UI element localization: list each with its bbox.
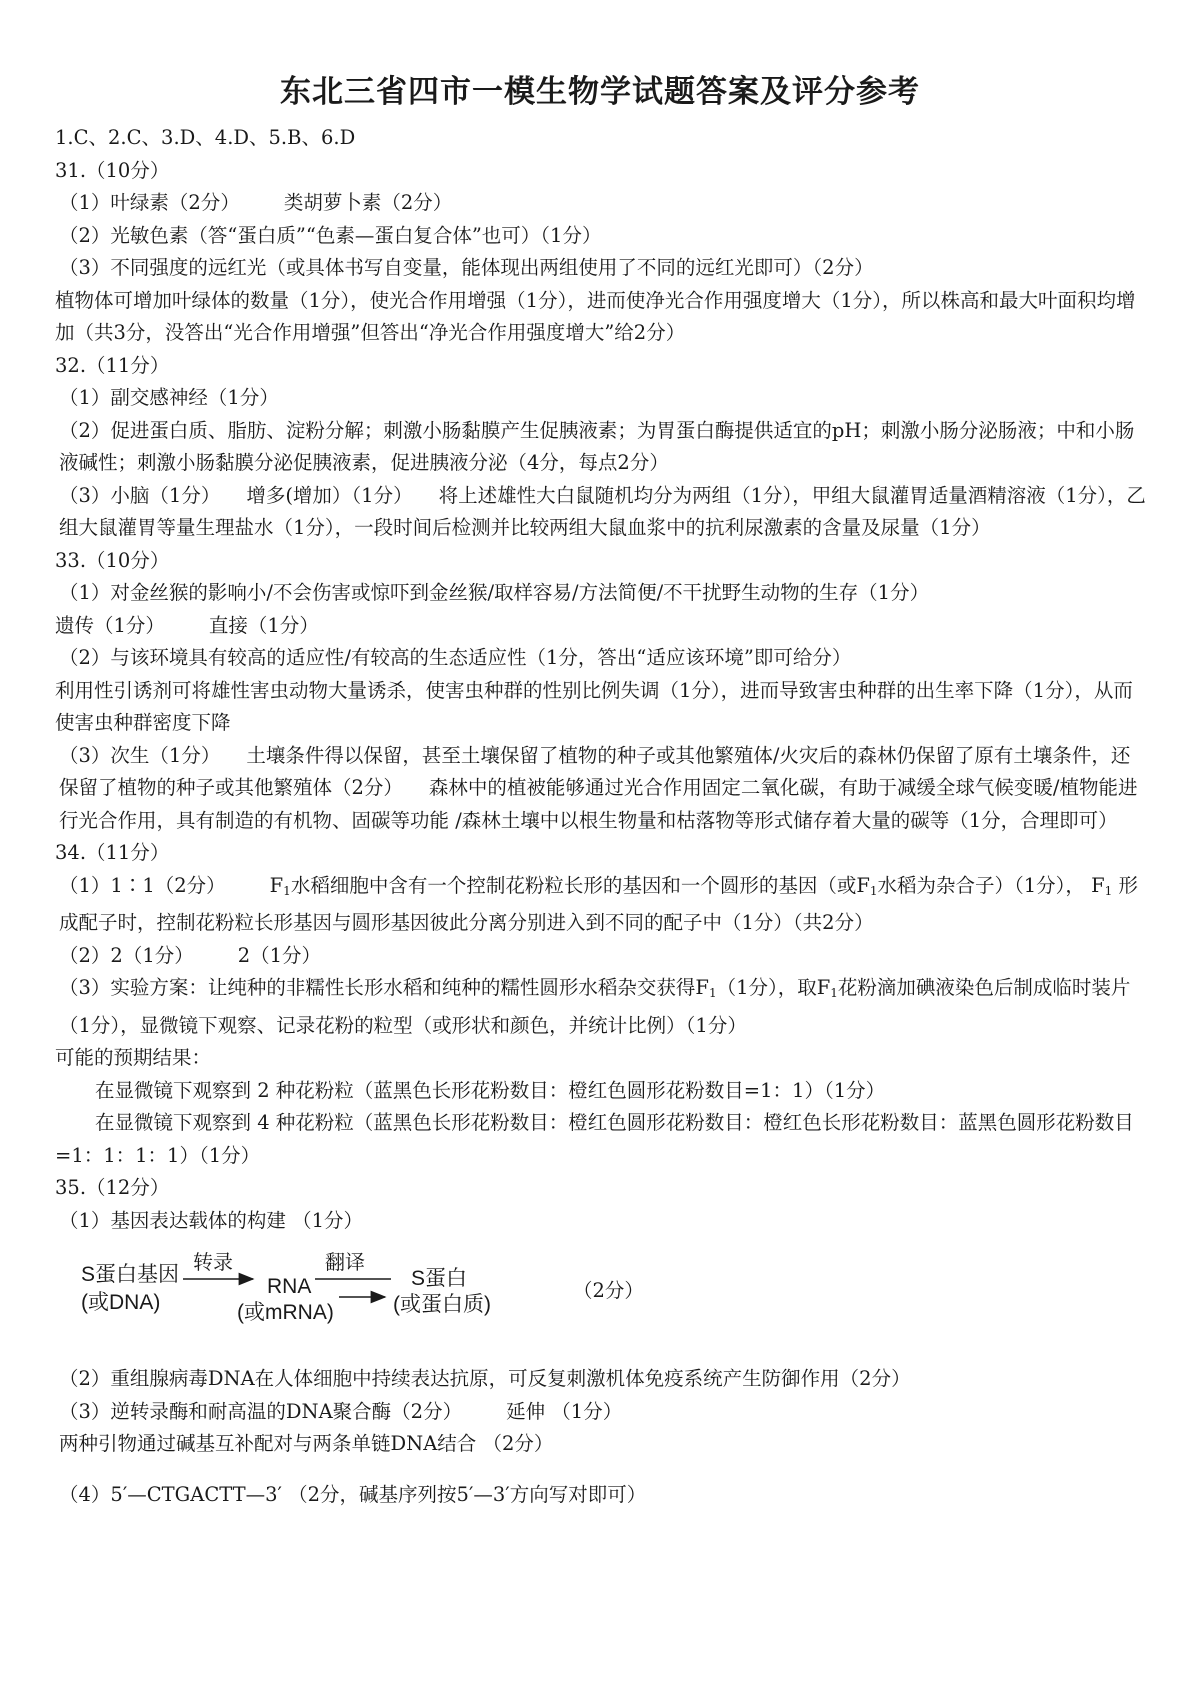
q34-part2 bbox=[55, 940, 1147, 973]
flow-node-gene: S蛋白基因 bbox=[81, 1263, 180, 1286]
q34-part1-d: 形成配子时，控制花粉粒长形基因与圆形基因彼此分离分别进入到不同的配子中（1分）（共2分） bbox=[59, 873, 1138, 934]
q33-part3 bbox=[55, 740, 1147, 838]
q34-part1-b: 水稻细胞中含有一个控制花粉粒长形的基因和一个圆形的基因（或F bbox=[290, 873, 870, 897]
q34-part3-a: （3）实验方案：让纯种的非糯性长形水稻和纯种的糯性圆形水稻杂交获得F bbox=[59, 976, 709, 999]
q34-f-subscript: 1 bbox=[708, 986, 717, 1000]
q32-part3-b: 增多(增加）（1分） bbox=[246, 483, 413, 507]
q34-part1-a: （1）1∶1（2分） bbox=[59, 873, 226, 897]
q34-f-subscript: 1 bbox=[283, 883, 291, 898]
q32-part3-c: 将上述雄性大白鼠随机均分为两组（1分），甲组大鼠灌胃适量酒精溶液（1分），乙组大鼠灌胃等量生理盐水（1分），一段时间后检测并比较两组大鼠血浆中的抗利尿激素的含量及尿量（1分） bbox=[59, 483, 1146, 539]
q31-part3: （3）不同强度的远红光（或具体书写自变量，能体现出两组使用了不同的远红光即可）（2分） bbox=[59, 256, 874, 279]
flow-node-gene-alt: (或DNA) bbox=[81, 1291, 161, 1314]
q33-part2: （2）与该环境具有较高的适应性/有较高的生态适应性（1分，答出“适应该环境”即可给分） bbox=[59, 646, 852, 669]
q33-part2-explanation: 利用性引诱剂可将雄性害虫动物大量诱杀，使害虫种群的性别比例失调（1分），进而导致害虫种群的出生率下降（1分），从而使害虫种群密度下降 bbox=[55, 678, 1133, 734]
q34-part2-a: （2）2（1分） bbox=[59, 943, 194, 967]
q31-heading: 31.（10分） bbox=[55, 158, 170, 182]
flow-node-protein: S蛋白 bbox=[411, 1267, 468, 1290]
q35-part2: （2）重组腺病毒DNA在人体细胞中持续表达抗原，可反复刺激机体免疫系统产生防御作用（2分） bbox=[59, 1367, 911, 1390]
q33-part3-b: 土壤条件得以保留，甚至土壤保留了植物的种子或其他繁殖体/火灾后的森林仍保留了原有土壤条件，还保留了植物的种子或其他繁殖体（2分） bbox=[59, 743, 1131, 799]
q34-f-symbol: F bbox=[269, 873, 284, 897]
flow-label-transcription: 转录 bbox=[193, 1252, 233, 1274]
q32-part2: （2）促进蛋白质、脂肪、淀粉分解；刺激小肠黏膜产生促胰液素；为胃蛋白酶提供适宜的pH；刺激小肠分泌肠液；中和小肠液碱性；刺激小肠黏膜分泌促胰液素，促进胰液分泌（4分，每点2分） bbox=[59, 418, 1135, 474]
flow-node-rna-alt: (或mRNA) bbox=[237, 1301, 334, 1324]
q33-part1: （1）对金丝猴的影响小/不会伤害或惊吓到金丝猴/取样容易/方法简便/不干扰野生动物的生存（1分） bbox=[59, 581, 930, 604]
q34-result-1: 在显微镜下观察到 2 种花粉粒（蓝黑色长形花粉数目：橙红色圆形花粉数目=1：1）（1分） bbox=[95, 1078, 886, 1102]
q34-heading: 34.（11分） bbox=[55, 841, 170, 864]
page-title: 东北三省四市一模生物学试题答案及评分参考 bbox=[280, 74, 920, 110]
q34-part2-b: 2（1分） bbox=[237, 943, 322, 967]
multiple-choice-answers: 1.C、2.C、3.D、4.D、5.B、6.D bbox=[55, 126, 356, 149]
q33-part3-a: （3）次生（1分） bbox=[59, 743, 221, 767]
q35-part4: （4）5′—CTGACTT—3′ （2分，碱基序列按5′—3′方向写对即可） bbox=[59, 1482, 647, 1506]
flow-diagram-svg bbox=[55, 1245, 615, 1341]
q33-heading: 33.（10分） bbox=[55, 548, 170, 572]
flow-score: （2分） bbox=[573, 1279, 644, 1302]
q35-part3 bbox=[55, 1396, 1147, 1429]
q34-f-subscript: 1 bbox=[830, 986, 838, 1000]
q33-part3-c: 森林中的植被能够通过光合作用固定二氧化碳，有助于减缓全球气候变暖/植物能进行光合作用，具有制造的有机物、固碳等功能 /森林土壤中以根生物量和枯落物等形式储存着大量的碳等（1分，合理即可） bbox=[59, 776, 1138, 832]
q31-part2: （2）光敏色素（答“蛋白质”“色素—蛋白复合体”也可）（1分） bbox=[59, 223, 602, 247]
q35-part1: （1）基因表达载体的构建 （1分） bbox=[59, 1208, 364, 1232]
q33-part1-b: 遗传（1分） bbox=[55, 613, 165, 637]
q34-part3 bbox=[55, 972, 1147, 1042]
q32-part3 bbox=[55, 480, 1147, 545]
q32-heading: 32.（11分） bbox=[55, 353, 170, 377]
q31-part1 bbox=[55, 187, 1147, 220]
q34-expected-results-label: 可能的预期结果： bbox=[55, 1046, 212, 1069]
q34-f-symbol: F bbox=[1091, 873, 1105, 897]
q35-part3-explanation: 两种引物通过碱基互补配对与两条单链DNA结合 （2分） bbox=[59, 1432, 554, 1455]
flow-label-translation: 翻译 bbox=[325, 1252, 365, 1274]
q34-result-2: 在显微镜下观察到 4 种花粉粒（蓝黑色长形花粉数目：橙红色圆形花粉数目：橙红色长形花粉数目：蓝黑色圆形花粉数目=1：1：1：1）（1分） bbox=[55, 1111, 1134, 1167]
gene-expression-flow-diagram bbox=[55, 1245, 1147, 1341]
q33-part1-extra bbox=[55, 610, 1147, 643]
q34-f-subscript: 1 bbox=[869, 883, 878, 898]
q31-part1-b: 类胡萝卜素（2分） bbox=[283, 191, 453, 214]
answer-content bbox=[55, 122, 1147, 1511]
q31-part3-explanation: 植物体可增加叶绿体的数量（1分），使光合作用增强（1分），进而使净光合作用强度增大（1分），所以株高和最大叶面积均增加（共3分，没答出“光合作用增强”但答出“净光合作用强度增大”给2分） bbox=[55, 288, 1136, 344]
q32-part3-a: （3）小脑（1分） bbox=[59, 483, 221, 507]
q33-part1-c: 直接（1分） bbox=[208, 613, 319, 637]
q31-part1-a: （1）叶绿素（2分） bbox=[59, 191, 240, 214]
q35-part3-b: 延伸 （1分） bbox=[506, 1399, 623, 1423]
q35-heading: 35.（12分） bbox=[55, 1176, 170, 1199]
q35-part3-a: （3）逆转录酶和耐高温的DNA聚合酶（2分） bbox=[59, 1399, 463, 1423]
q34-part3-c: 花粉滴加碘液染色后制成临时装片（1分），显微镜下观察、记录花粉的粒型（或形状和颜色，并统计比例）（1分） bbox=[59, 976, 1131, 1037]
q32-part1: （1）副交感神经（1分） bbox=[59, 386, 279, 409]
q34-part3-b: （1分），取F bbox=[716, 976, 831, 999]
q34-part1-c: 水稻为杂合子）（1分）， bbox=[877, 873, 1085, 897]
flow-node-rna: RNA bbox=[267, 1275, 312, 1298]
flow-node-protein-alt: (或蛋白质) bbox=[393, 1293, 491, 1316]
q34-part1 bbox=[55, 870, 1147, 940]
q34-f-subscript: 1 bbox=[1104, 883, 1113, 898]
